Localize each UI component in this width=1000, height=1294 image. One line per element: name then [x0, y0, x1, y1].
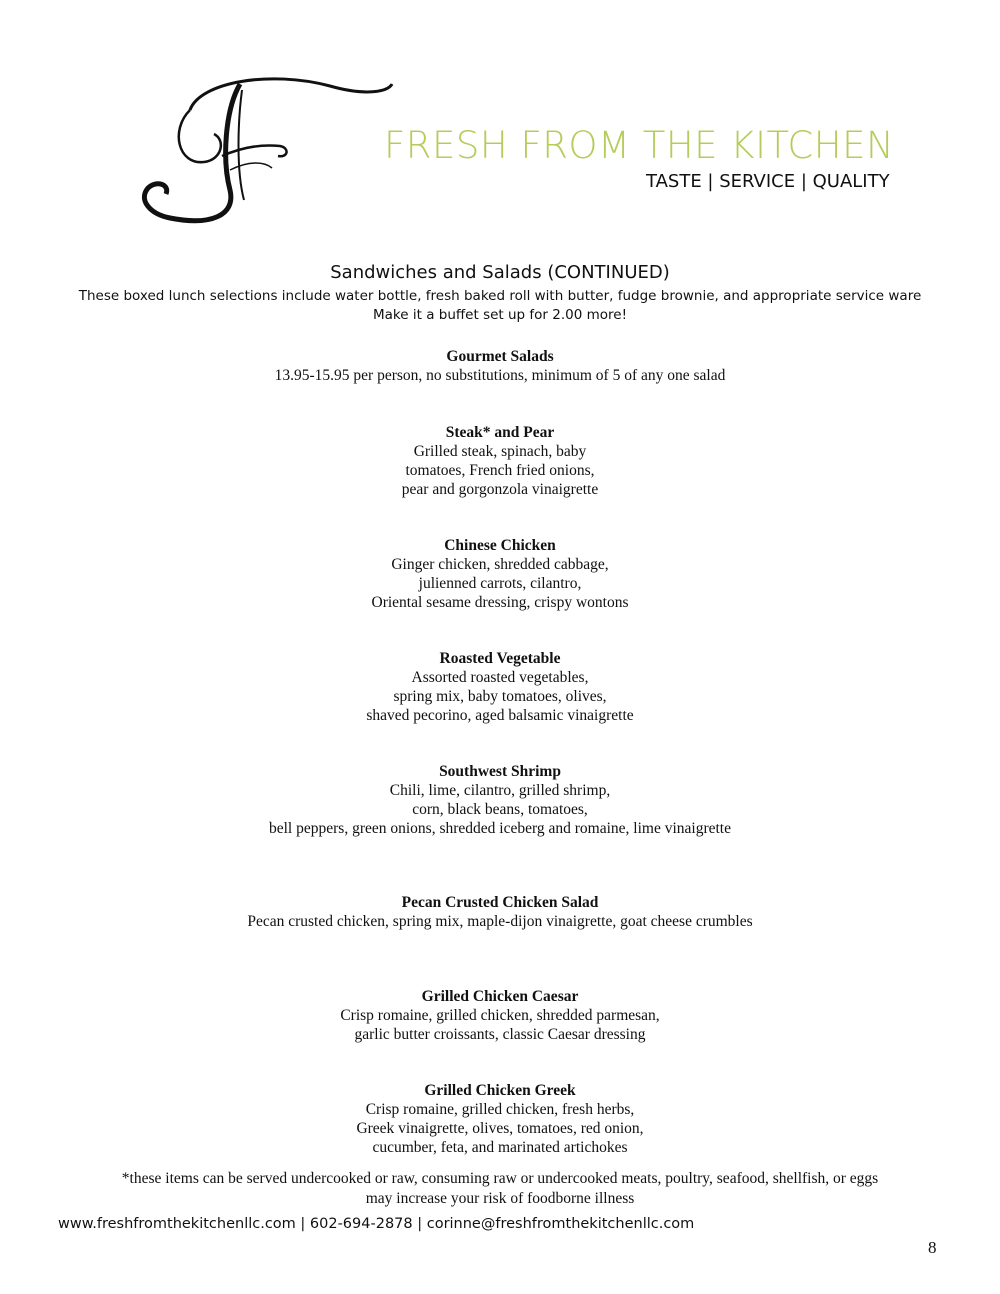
page-number: 8 [928, 1238, 937, 1257]
footer-disclaimer [0, 1169, 1000, 1209]
menu-item-line: corn, black beans, tomatoes, [412, 801, 588, 818]
menu-item [0, 762, 1000, 838]
menu-item-name: Gourmet Salads [446, 348, 554, 365]
menu-item [0, 423, 1000, 499]
menu-item-line: tomatoes, French fried onions, [405, 462, 595, 479]
menu-item-name: Southwest Shrimp [439, 763, 561, 780]
menu-item-line: 13.95-15.95 per person, no substitutions, minimum of 5 of any one salad [274, 367, 726, 384]
menu-item [0, 1081, 1000, 1157]
menu-item-line: Crisp romaine, grilled chicken, shredded parmesan, [340, 1007, 660, 1024]
menu-item [0, 987, 1000, 1044]
menu-item-name: Grilled Chicken Greek [424, 1082, 576, 1099]
menu-item-line: pear and gorgonzola vinaigrette [401, 481, 599, 498]
footer-contact: www.freshfromthekitchenllc.com | 602-694-2878 | corinne@freshfromthekitchenllc.com [58, 1216, 695, 1232]
menu-item-name: Grilled Chicken Caesar [421, 988, 579, 1005]
menu-item-line: bell peppers, green onions, shredded iceberg and romaine, lime vinaigrette [269, 820, 731, 837]
menu-item-line: spring mix, baby tomatoes, olives, [393, 688, 607, 705]
menu-item-line: Crisp romaine, grilled chicken, fresh herbs, [365, 1101, 635, 1118]
menu-item [0, 536, 1000, 612]
menu-item-line: Assorted roasted vegetables, [411, 669, 589, 686]
footer-disclaimer-line: *these items can be served undercooked or raw, consuming raw or undercooked meats, poultry, seafood, shellfish, or eggs [121, 1170, 879, 1187]
menu-item-line: Grilled steak, spinach, baby [413, 443, 587, 460]
menu-item-name: Chinese Chicken [444, 537, 556, 554]
menu-item-line: Chili, lime, cilantro, grilled shrimp, [389, 782, 611, 799]
menu-item [0, 893, 1000, 931]
menu-item-line: Ginger chicken, shredded cabbage, [391, 556, 609, 573]
footer-disclaimer-line: may increase your risk of foodborne illness [365, 1190, 635, 1207]
menu-item-name: Roasted Vegetable [439, 650, 561, 667]
menu-item [0, 649, 1000, 725]
menu-item-name: Pecan Crusted Chicken Salad [401, 894, 599, 911]
brand-tagline: TASTE | SERVICE | QUALITY [646, 171, 890, 192]
section-description: These boxed lunch selections include water bottle, fresh baked roll with butter, fudge brownie, and appropriate service ware [78, 288, 922, 304]
menu-item-line: julienned carrots, cilantro, [418, 575, 582, 592]
menu-item-line: Greek vinaigrette, olives, tomatoes, red onion, [356, 1120, 644, 1137]
section-title: Sandwiches and Salads (CONTINUED) [330, 262, 670, 283]
menu-item-line: Pecan crusted chicken, spring mix, maple-dijon vinaigrette, goat cheese crumbles [247, 913, 753, 930]
section-promo: Make it a buffet set up for 2.00 more! [373, 307, 627, 323]
menu-item-line: cucumber, feta, and marinated artichokes [372, 1139, 628, 1156]
script-f-logo-icon [130, 70, 400, 230]
menu-item-line: shaved pecorino, aged balsamic vinaigrette [366, 707, 634, 724]
menu-item-line: Oriental sesame dressing, crispy wontons [371, 594, 629, 611]
menu-item-name: Steak* and Pear [445, 424, 555, 441]
logo [130, 70, 400, 230]
brand-name: FRESH FROM THE KITCHEN [384, 124, 895, 167]
menu-item-line: garlic butter croissants, classic Caesar dressing [354, 1026, 646, 1043]
menu-item [0, 347, 1000, 385]
